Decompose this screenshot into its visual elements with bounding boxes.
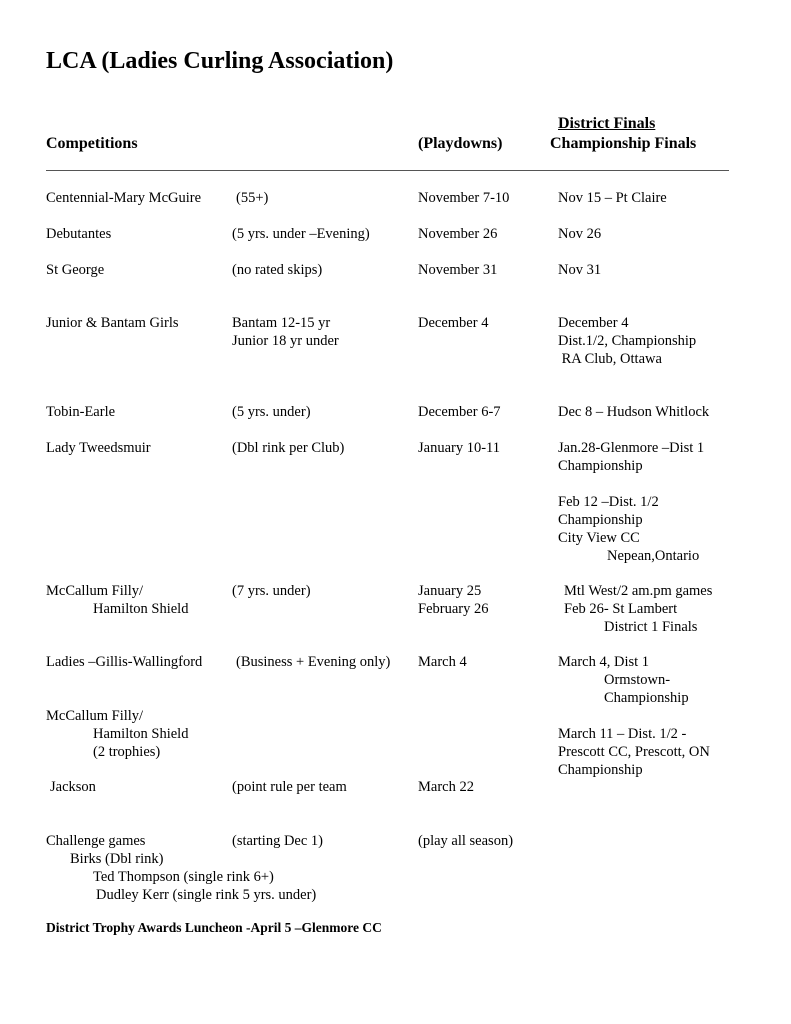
row-name: Ladies –Gillis-Wallingford	[46, 654, 203, 670]
header-playdowns: (Playdowns)	[418, 135, 503, 152]
row-name: Debutantes	[46, 226, 112, 242]
row-playdowns: January 25 February 26	[418, 583, 489, 617]
row-finals: Nov 26	[558, 226, 602, 242]
row-finals: Mtl West/2 am.pm games Feb 26- St Lambert District 1 Finals	[564, 583, 713, 635]
row-note: (starting Dec 1)	[232, 833, 323, 849]
row-name: Jackson	[50, 779, 96, 795]
row-note: (5 yrs. under)	[232, 404, 311, 420]
row-playdowns: December 4	[418, 315, 489, 331]
footer-note: District Trophy Awards Luncheon -April 5 –Glenmore CC	[46, 920, 382, 935]
row-note: Bantam 12-15 yr Junior 18 yr under	[232, 315, 339, 349]
row-note: (5 yrs. under –Evening)	[232, 226, 370, 242]
row-playdowns: January 10-11	[418, 440, 501, 456]
row-finals: March 11 – Dist. 1/2 - Prescott CC, Prescott, ON Championship	[558, 726, 710, 778]
row-name: Tobin-Earle	[46, 404, 116, 420]
row-name: Lady Tweedsmuir	[46, 440, 151, 456]
row-note: (Business + Evening only)	[236, 654, 391, 670]
row-note: (7 yrs. under)	[232, 583, 311, 599]
page-title: LCA (Ladies Curling Association)	[46, 48, 394, 74]
row-name: St George	[46, 262, 105, 278]
row-playdowns: November 7-10	[418, 190, 510, 206]
row-finals: Dec 8 – Hudson Whitlock	[558, 404, 710, 420]
row-finals: Nov 31	[558, 262, 602, 278]
row-playdowns: December 6-7	[418, 404, 501, 420]
row-playdowns: November 26	[418, 226, 498, 242]
row-name: Centennial-Mary McGuire	[46, 190, 202, 206]
row-finals: Jan.28-Glenmore –Dist 1 Championship Feb 12 –Dist. 1/2 Championship City View CC Nepean,Ontario	[558, 440, 705, 564]
row-name: McCallum Filly/ Hamilton Shield	[46, 583, 189, 617]
header-district-finals: District Finals	[558, 115, 656, 132]
row-note: (no rated skips)	[232, 262, 323, 278]
row-name: McCallum Filly/ Hamilton Shield (2 trophies)	[46, 708, 189, 760]
row-playdowns: March 4	[418, 654, 467, 670]
header-divider	[46, 170, 729, 171]
row-note: (Dbl rink per Club)	[232, 440, 345, 456]
header-championship-finals: Championship Finals	[550, 135, 697, 152]
header-competitions: Competitions	[46, 135, 138, 152]
row-note: (point rule per team	[232, 779, 347, 795]
row-playdowns: November 31	[418, 262, 498, 278]
row-finals: March 4, Dist 1 Ormstown- Championship	[558, 654, 689, 706]
row-finals: December 4 Dist.1/2, Championship RA Club, Ottawa	[558, 315, 697, 367]
row-name: Junior & Bantam Girls	[46, 315, 179, 331]
row-name: Challenge games Birks (Dbl rink) Ted Thompson (single rink 6+) Dudley Kerr (single rink 5 yrs. under)	[46, 833, 317, 903]
row-note: (55+)	[236, 190, 269, 206]
row-playdowns: (play all season)	[418, 833, 514, 849]
row-finals: Nov 15 – Pt Claire	[558, 190, 667, 206]
row-playdowns: March 22	[418, 779, 474, 795]
